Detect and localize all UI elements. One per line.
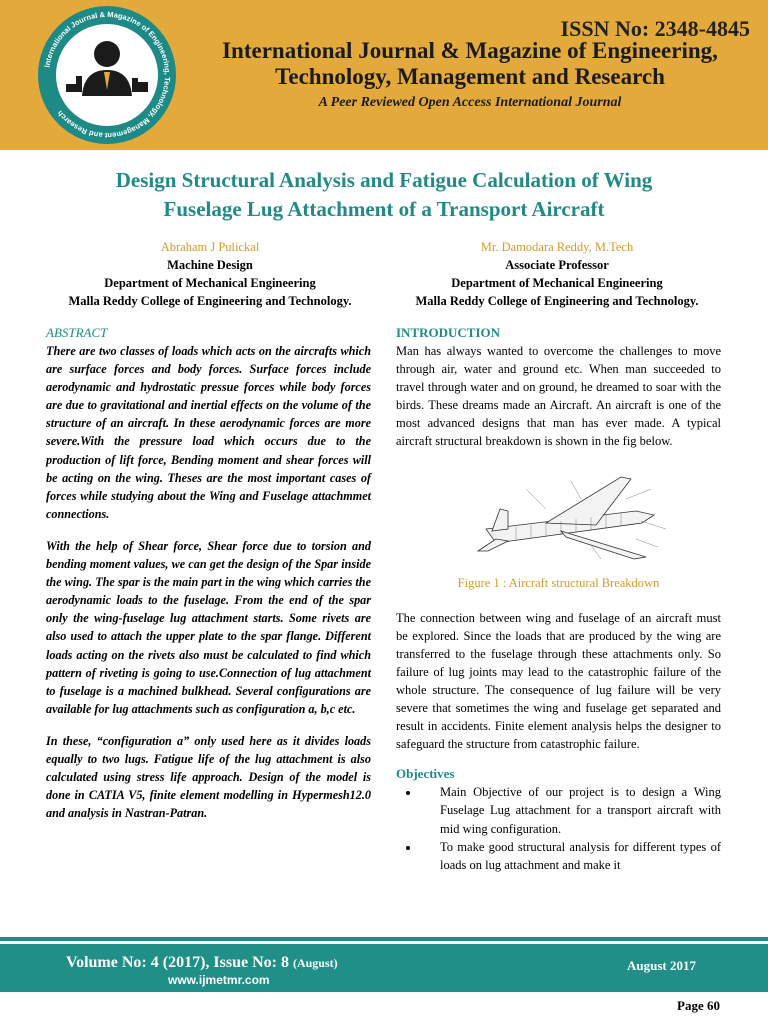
introduction-heading: INTRODUCTION xyxy=(396,325,501,340)
author-name: Abraham J Pulickal xyxy=(160,240,260,254)
introduction-column xyxy=(396,324,721,874)
introduction-paragraph-2: The connection between wing and fuselage of an aircraft must be explored. Since the loads that are produced by the wing are transferred to the fuselage through these attachments only. So failure of lug joints may lead to the catastrophic failure of the whole structure. The consequence of lug failure will be very severe that sometimes the wing and fuselage get separated and result in accidents. Finite element analysis helps the designer to safeguard the structure from catastrophic failure. xyxy=(396,610,721,752)
page-number: Page 60 xyxy=(677,998,720,1013)
author-department: Department of Mechanical Engineering xyxy=(104,276,316,290)
objectives-heading: Objectives xyxy=(396,766,455,782)
tail-fin-shape xyxy=(492,509,508,531)
paper-title xyxy=(40,166,728,224)
figure-caption: Figure 1 : Aircraft structural Breakdown xyxy=(457,575,660,590)
abstract-paragraph-1: There are two classes of loads which acts on the aircrafts which are surface forces and body forces. Surface forces include aerodynamic and hydrostatic pressue forces while body forces are due to gravitational and inertial effects on the volume of the structure of an aircraft. In these aerodynamic forces are more severe.With the pressure load which occurs due to the production of lift force, Bending moment and shear forces will be acting on the wing. Theses are the most important cases of forces while studying about the Wing and Fuselage attachmmet connections. xyxy=(46,344,371,521)
issue-date: August 2017 xyxy=(627,958,696,973)
author-name: Mr. Damodara Reddy, M.Tech xyxy=(480,240,634,254)
journal-title xyxy=(170,38,768,90)
author-role: Associate Professor xyxy=(505,258,609,272)
journal-title-line2: Technology, Management and Research xyxy=(275,64,665,89)
abstract-paragraph-2: With the help of Shear force, Shear force due to torsion and bending moment values, we can get the design of the Spar inside the wing. The spar is the main part in the wing which carries the aerodynamic loads to the fuselage. From the end of the spar only the wing-fuselage lug attachment starts. Some rivets are also used to attach the upper plate to the spar flange. Different loads acting on the rivets also must be calculated to find which pattern of riveting is going to use.Connection of lug attachment to fuselage is a machined bulkhead. Several configurations are available for lug attachments such as configuration a, b,c etc. xyxy=(46,538,371,716)
abstract-paragraph-3: In these, “configuration a” only used here as it divides loads equally to two lugs. Fatigue life of the lug attachment is also calculated using stress life approach. Design of the model is done in CATIA V5, finite element modelling in Hypermesh12.0 and analysis in Nastran-Patran. xyxy=(46,733,371,821)
journal-title-line1: International Journal & Magazine of Engineering, xyxy=(222,38,718,63)
tail-plane-shape xyxy=(478,539,508,551)
lower-wing-shape xyxy=(561,531,646,559)
abstract-heading: ABSTRACT xyxy=(46,325,108,340)
objective-item: • To make good structural analysis for different types of loads on lug attachment and make it xyxy=(420,838,721,874)
footer-divider xyxy=(0,937,768,941)
volume-issue-main: Volume No: 4 (2017), Issue No: 8 xyxy=(66,954,293,971)
paper-title-line2: Fuselage Lug Attachment of a Transport Aircraft xyxy=(163,197,605,221)
svg-text:International Journal & Magazi: International Journal & Magazine of Engineering, Technology, Management and Research xyxy=(42,9,173,141)
paper-title-line1: Design Structural Analysis and Fatigue Calculation of Wing xyxy=(115,168,653,192)
volume-issue-month: (August) xyxy=(292,956,338,970)
logo-abbreviation: IJMETMR xyxy=(80,98,134,112)
author-role: Machine Design xyxy=(167,258,253,272)
author-1 xyxy=(30,238,390,310)
issn: ISSN No: 2348-4845 xyxy=(560,16,750,41)
author-institution: Malla Reddy College of Engineering and Technology. xyxy=(68,294,352,308)
objective-item: • Main Objective of our project is to design a Wing Fuselage Lug attachment for a transport aircraft with mid wing configuration. xyxy=(420,783,721,837)
journal-footer xyxy=(0,944,768,992)
objectives-list xyxy=(396,783,721,873)
introduction-paragraph-1: Man has always wanted to overcome the challenges to move through air, water and ground etc. When man succeeded to travel through water and on ground, he dreamed to soar with the birds. These dreams made an Aircraft. An aircraft is one of the most advanced designs that man has ever made. A typical aircraft structural breakdown is shown in the fig below. xyxy=(396,344,721,449)
author-institution: Malla Reddy College of Engineering and Technology. xyxy=(415,294,699,308)
volume-issue xyxy=(66,954,338,972)
journal-tagline: A Peer Reviewed Open Access International Journal xyxy=(318,95,622,110)
journal-logo xyxy=(38,6,176,144)
aircraft-structure-figure xyxy=(396,459,721,569)
author-department: Department of Mechanical Engineering xyxy=(451,276,663,290)
journal-header xyxy=(0,0,768,150)
abstract-column xyxy=(46,324,371,836)
author-2 xyxy=(376,238,738,310)
journal-website: www.ijmetmr.com xyxy=(168,973,270,987)
